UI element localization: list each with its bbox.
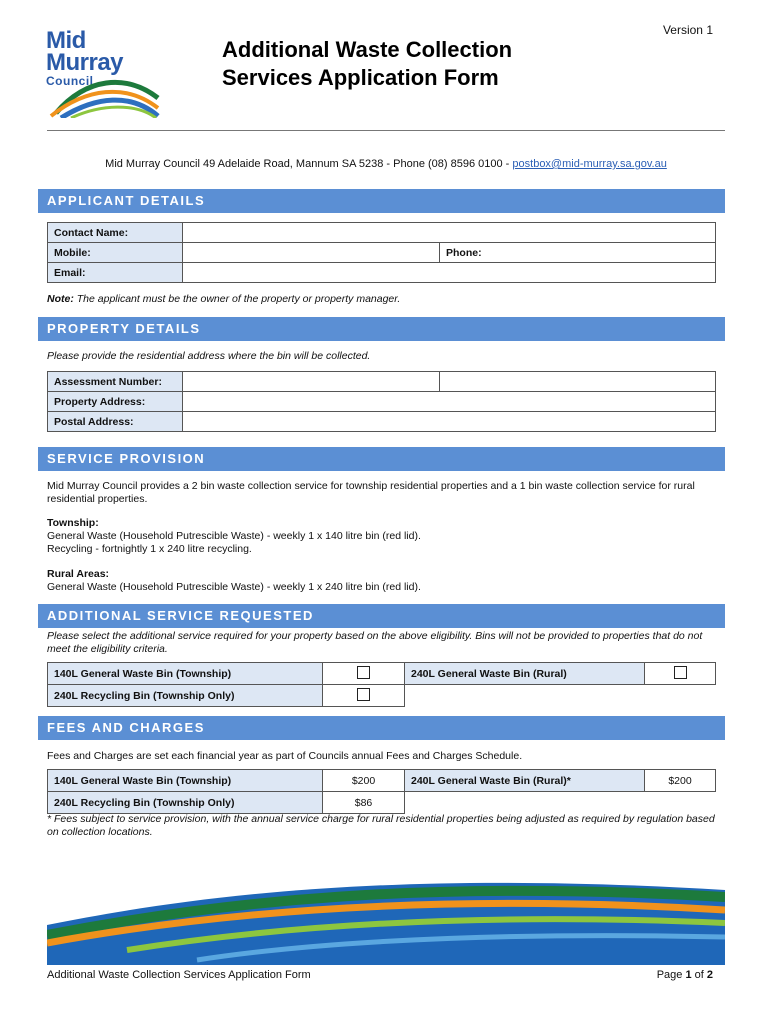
postal-address-field[interactable]	[183, 412, 716, 432]
council-address	[47, 158, 725, 170]
fees-footnote: * Fees subject to service provision, with the annual service charge for rural residential properties being adjusted as required by regulation based on collection locations.	[47, 813, 715, 838]
checkbox-cell-2	[645, 663, 716, 685]
checkbox-cell-1	[323, 663, 405, 685]
fees-table	[47, 769, 716, 814]
property-intro: Please provide the residential address where the bin will be collected.	[47, 350, 371, 362]
title-line2: Services Application Form	[222, 65, 499, 90]
additional-table	[47, 662, 716, 707]
applicant-table	[47, 222, 716, 283]
fees-intro: Fees and Charges are set each financial year as part of Councils annual Fees and Charges Schedule.	[47, 750, 523, 762]
email-label: Email:	[48, 263, 183, 283]
assessment-field[interactable]	[183, 372, 440, 392]
footer-waves-icon	[47, 875, 725, 965]
option-140l-township: 140L General Waste Bin (Township)	[48, 663, 323, 685]
fee-recycling-price: $86	[323, 792, 405, 814]
title-line1: Additional Waste Collection	[222, 37, 513, 62]
property-table	[47, 371, 716, 432]
checkbox-240l-recycling[interactable]	[357, 688, 370, 701]
contact-name-label: Contact Name:	[48, 223, 183, 243]
council-logo	[46, 27, 161, 122]
fee-140l-price: $200	[323, 770, 405, 792]
property-address-field[interactable]	[183, 392, 716, 412]
divider	[47, 130, 725, 131]
page-of: of	[691, 969, 707, 981]
checkbox-140l-township[interactable]	[357, 666, 370, 679]
logo-line1: Mid	[46, 27, 86, 54]
mobile-label: Mobile:	[48, 243, 183, 263]
email-field[interactable]	[183, 263, 716, 283]
township-block	[47, 517, 725, 556]
township-line1: General Waste (Household Putrescible Waste) - weekly 1 x 140 litre bin (red lid).	[47, 530, 421, 542]
fee-240l-rural-price: $200	[645, 770, 716, 792]
email-link[interactable]: postbox@mid-murray.sa.gov.au	[512, 158, 667, 170]
service-intro: Mid Murray Council provides a 2 bin waste collection service for township residential properties and a 1 bin waste collection service for rural residential properties.	[47, 480, 695, 505]
rural-block	[47, 568, 725, 594]
checkbox-240l-rural[interactable]	[674, 666, 687, 679]
logo-line3: Council	[46, 74, 94, 88]
page-num: 1	[685, 969, 692, 981]
logo-line2: Murray	[46, 49, 124, 76]
postal-address-label: Postal Address:	[48, 412, 183, 432]
contact-name-field[interactable]	[183, 223, 716, 243]
address-text: Mid Murray Council 49 Adelaide Road, Mannum SA 5238 - Phone (08) 8596 0100 -	[105, 158, 513, 170]
option-240l-rural: 240L General Waste Bin (Rural)	[405, 663, 645, 685]
section-additional: ADDITIONAL SERVICE REQUESTED	[38, 604, 725, 628]
mobile-field[interactable]	[183, 243, 440, 263]
rural-label: Rural Areas:	[47, 568, 110, 580]
page-title	[222, 36, 512, 92]
additional-intro: Please select the additional service required for your property based on the above eligibility. Bins will not be provided to properties that do not meet the eligibility criteria.	[47, 630, 703, 655]
section-applicant: APPLICANT DETAILS	[38, 189, 725, 213]
applicant-note	[47, 293, 725, 306]
section-property: PROPERTY DETAILS	[38, 317, 725, 341]
phone-label: Phone:	[446, 246, 482, 259]
phone-field[interactable]	[440, 243, 716, 263]
township-label: Township:	[47, 517, 99, 529]
fee-140l-label: 140L General Waste Bin (Township)	[48, 770, 323, 792]
fee-empty-cell	[405, 792, 716, 814]
fee-recycling-label: 240L Recycling Bin (Township Only)	[48, 792, 323, 814]
section-service: SERVICE PROVISION	[38, 447, 725, 471]
page-prefix: Page	[656, 969, 686, 981]
rural-line1: General Waste (Household Putrescible Waste) - weekly 1 x 240 litre bin (red lid).	[47, 581, 421, 593]
version-label: Version 1	[662, 23, 713, 37]
checkbox-cell-3	[323, 685, 405, 707]
option-240l-recycling: 240L Recycling Bin (Township Only)	[48, 685, 323, 707]
page-total: 2	[706, 969, 713, 981]
assessment-label: Assessment Number:	[48, 372, 183, 392]
page-number	[657, 969, 713, 981]
property-address-label: Property Address:	[48, 392, 183, 412]
note-text: The applicant must be the owner of the property or property manager.	[73, 293, 401, 305]
footer-title: Additional Waste Collection Services Application Form	[47, 969, 311, 981]
assessment-field-2[interactable]	[440, 372, 716, 392]
section-fees: FEES AND CHARGES	[38, 716, 725, 740]
empty-cell	[405, 685, 716, 707]
note-label: Note:	[47, 293, 74, 305]
township-line2: Recycling - fortnightly 1 x 240 litre recycling.	[47, 543, 252, 555]
fee-240l-rural-label: 240L General Waste Bin (Rural)*	[405, 770, 645, 792]
logo-waves-icon	[46, 68, 161, 118]
